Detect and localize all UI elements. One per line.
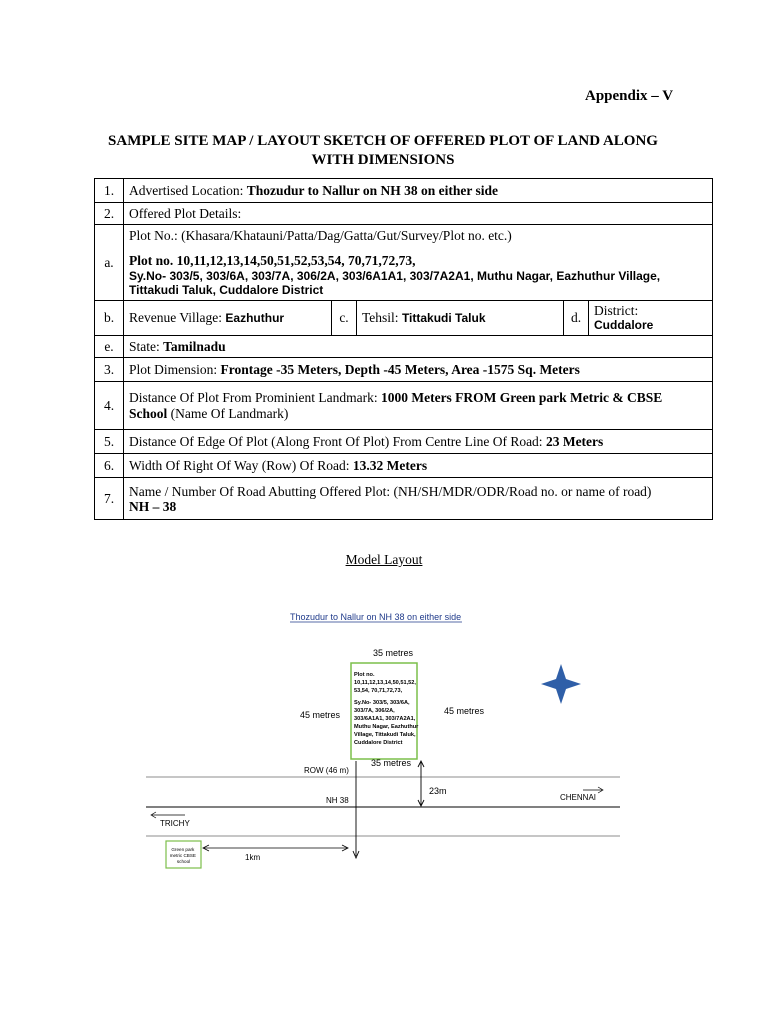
- site-details-table: [94, 178, 713, 520]
- right-dimension-label: 45 metres: [444, 706, 485, 716]
- model-layout-heading: Model Layout: [345, 552, 423, 567]
- km-label: 1km: [245, 853, 261, 862]
- row-revenue-village: b. Revenue Village: Eazhuthur c. Tehsil: Tittakudi Taluk d. District: Cuddalore: [95, 301, 713, 336]
- offset-label: 23m: [429, 786, 447, 796]
- chennai-label: CHENNAI: [560, 793, 597, 802]
- compass-star-icon: [541, 664, 581, 704]
- advertised-location-value: Thozudur to Nallur on NH 38 on either side: [246, 182, 499, 198]
- row-advertised-location: 1. Advertised Location: Thozudur to Nallur on NH 38 on either side: [95, 179, 713, 203]
- top-dimension-label: 35 metres: [373, 648, 414, 658]
- row-road-name: 7. Name / Number Of Road Abutting Offered Plot: (NH/SH/MDR/ODR/Road no. or name of road) NH – 38: [95, 478, 713, 520]
- row-right-of-way: 6. Width Of Right Of Way (Row) Of Road: 13.32 Meters: [95, 454, 713, 478]
- model-layout-diagram: [0, 600, 768, 880]
- page-title: SAMPLE SITE MAP / LAYOUT SKETCH OF OFFERED PLOT OF LAND ALONG WITH DIMENSIONS: [108, 133, 658, 168]
- row-state: e. State: Tamilnadu: [95, 336, 713, 358]
- plot-dimension-value: Frontage -35 Meters, Depth -45 Meters, Area -1575 Sq. Meters: [220, 361, 580, 377]
- plot-numbers: Plot no. 10,11,12,13,14,50,51,52,53,54, 70,71,72,73,: [129, 253, 416, 268]
- trichy-label: TRICHY: [160, 819, 190, 828]
- row-plot-no: a. Plot No.: (Khasara/Khatauni/Patta/Dag/Gatta/Gut/Survey/Plot no. etc.) Plot no. 10,11,12,13,14,50,51,52,53,54, 70,71,72,73, Sy.No- 303/5, 303/6A, 303/7A, 306/2A, 303/6A1A1, 303/7A2A1, Muthu Nagar, Eazhuthur Village, Tittakudi Taluk, Cuddalore District: [95, 225, 713, 301]
- row-landmark-distance: 4. Distance Of Plot From Prominient Landmark: 1000 Meters FROM Green park Metric & CBSE School (Name Of Landmark): [95, 382, 713, 430]
- row-plot-dimension: 3. Plot Dimension: Frontage -35 Meters, Depth -45 Meters, Area -1575 Sq. Meters: [95, 358, 713, 382]
- plot-location: Tittakudi Taluk, Cuddalore District: [129, 283, 324, 297]
- survey-numbers: Sy.No- 303/5, 303/6A, 303/7A, 306/2A, 303/6A1A1, 303/7A2A1, Muthu Nagar, Eazhuthur Village,: [129, 269, 661, 283]
- school-landmark-text: Green park metric CBSE school: [169, 847, 197, 864]
- map-title: Thozudur to Nallur on NH 38 on either side: [290, 612, 462, 622]
- revenue-village-value: Eazhuthur: [225, 311, 285, 325]
- landmark-distance-value: 1000 Meters FROM Green park Metric & CBSE: [380, 389, 663, 405]
- plot-box-text: Plot no. 10,11,12,13,14,50,51,52, 53,54, 70,71,72,73, Sy.No- 303/5, 303/6A, 303/7A, 306/2A, 303/6A1A1, 303/7A2A1, Muthu Nagar, Eazhuthur Village, Tittakudi Taluk, Cuddalore District: [354, 672, 419, 746]
- row-offered-plot-details: 2. Offered Plot Details:: [95, 203, 713, 225]
- row-edge-distance: 5. Distance Of Edge Of Plot (Along Front Of Plot) From Centre Line Of Road: 23 Meters: [95, 430, 713, 454]
- left-dimension-label: 45 metres: [300, 710, 341, 720]
- appendix-label: Appendix – V: [585, 88, 674, 104]
- state-value: Tamilnadu: [163, 338, 226, 354]
- edge-distance-value: 23 Meters: [545, 433, 604, 449]
- right-of-way-value: 13.32 Meters: [352, 457, 428, 473]
- road-name-value: NH – 38: [129, 498, 177, 514]
- row-label: ROW (46 m): [304, 766, 349, 775]
- bottom-dimension-label: 35 metres: [371, 758, 412, 768]
- nh-label: NH 38: [326, 796, 349, 805]
- tehsil-value: Tittakudi Taluk: [401, 311, 486, 325]
- district-value: Cuddalore: [594, 318, 654, 332]
